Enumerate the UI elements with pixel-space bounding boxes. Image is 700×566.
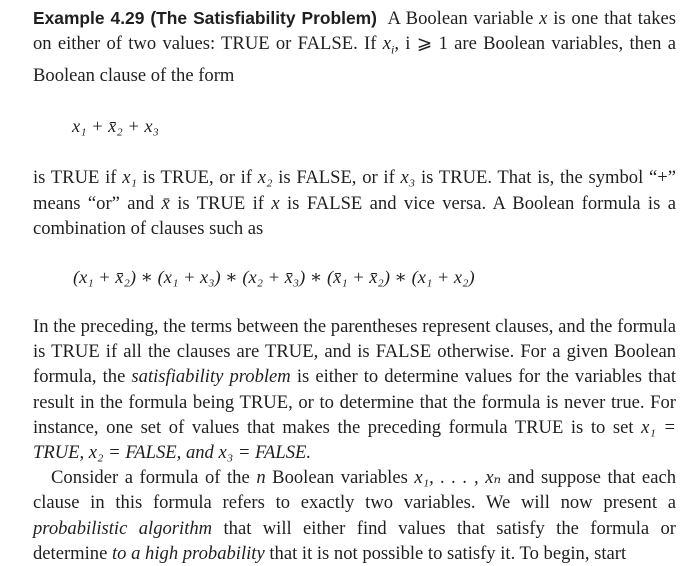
explain-text-4: is TRUE. That is, the symbol “+” means “or” and <box>33 167 676 214</box>
para3-em-high-probability: to a high probability <box>112 542 265 564</box>
explain-text-2: is TRUE, or if <box>136 167 258 189</box>
para2-assignment: x₁ = TRUE, x₂ = FALSE, and x₃ = FALSE. <box>33 416 676 463</box>
para3-text-1: Consider a formula of the <box>51 467 257 489</box>
para2-em-satisfiability: satisfiability problem <box>131 366 291 388</box>
explain-text-1: is TRUE if <box>33 167 123 189</box>
example-paragraph <box>33 6 676 88</box>
intro-text-1: A Boolean variable <box>387 8 540 29</box>
explain-paragraph <box>33 165 676 241</box>
explain-x3: x₃ <box>400 167 416 189</box>
explain-x2: x₂ <box>257 167 273 189</box>
clause-display: x₁ + x̄₂ + x₃ <box>72 116 159 137</box>
explain-text-6: is FALSE and vice versa. A Boolean formula is a combination of clauses such as <box>33 192 676 239</box>
explain-text-3: is FALSE, or if <box>272 167 401 189</box>
intro-text-2: is one that takes on either of two values: TRUE or FALSE. If <box>33 8 676 55</box>
para3-em-probabilistic: probabilistic algorithm <box>33 517 213 539</box>
formula-display: (x₁ + x̄₂) ∗ (x₁ + x₃) ∗ (x₂ + x̄₃) ∗ (x̄₁ + x̄₂) ∗ (x₁ + x₂) <box>73 266 475 287</box>
explain-text-5: is TRUE if <box>169 192 272 214</box>
consider-paragraph <box>33 465 676 566</box>
para3-text-4: that will either find values that satisfy the formula or determine <box>33 517 676 564</box>
explain-xbar: x̄ <box>161 192 170 214</box>
explain-x: x <box>271 192 280 214</box>
explain-x1: x₁ <box>122 167 137 189</box>
para3-text-2: Boolean variables <box>265 467 415 489</box>
para3-n: n <box>256 467 266 489</box>
para3-text-5: that it is not possible to satisfy it. To begin, start <box>264 542 627 564</box>
para3-text-3: and suppose that each clause in this formula refers to exactly two variables. We will now present a <box>33 467 676 514</box>
cond-var: x <box>382 33 391 55</box>
para2-text-1: In the preceding, the terms between the parentheses represent clauses, and the formula is TRUE if all the clauses are TRUE, and is FALSE otherwise. For a given Boolean formula, the <box>33 315 676 388</box>
para2-text-2: is either to determine values for the variables that result in the formula being TRUE, or to determine that the formula is never true. For instance, one set of values that makes the preceding formula TRUE is to set <box>33 366 677 438</box>
var-x: x <box>539 8 548 29</box>
preceding-paragraph <box>33 314 676 465</box>
cond-rest: , i ⩾ 1 are Boolean variables, then a Boolean clause of the form <box>33 33 676 87</box>
example-heading: Example 4.29 (The Satisfiability Problem) <box>33 8 377 28</box>
cond-sub: i <box>390 42 395 57</box>
para3-vars: x₁, . . . , xₙ <box>414 467 502 489</box>
